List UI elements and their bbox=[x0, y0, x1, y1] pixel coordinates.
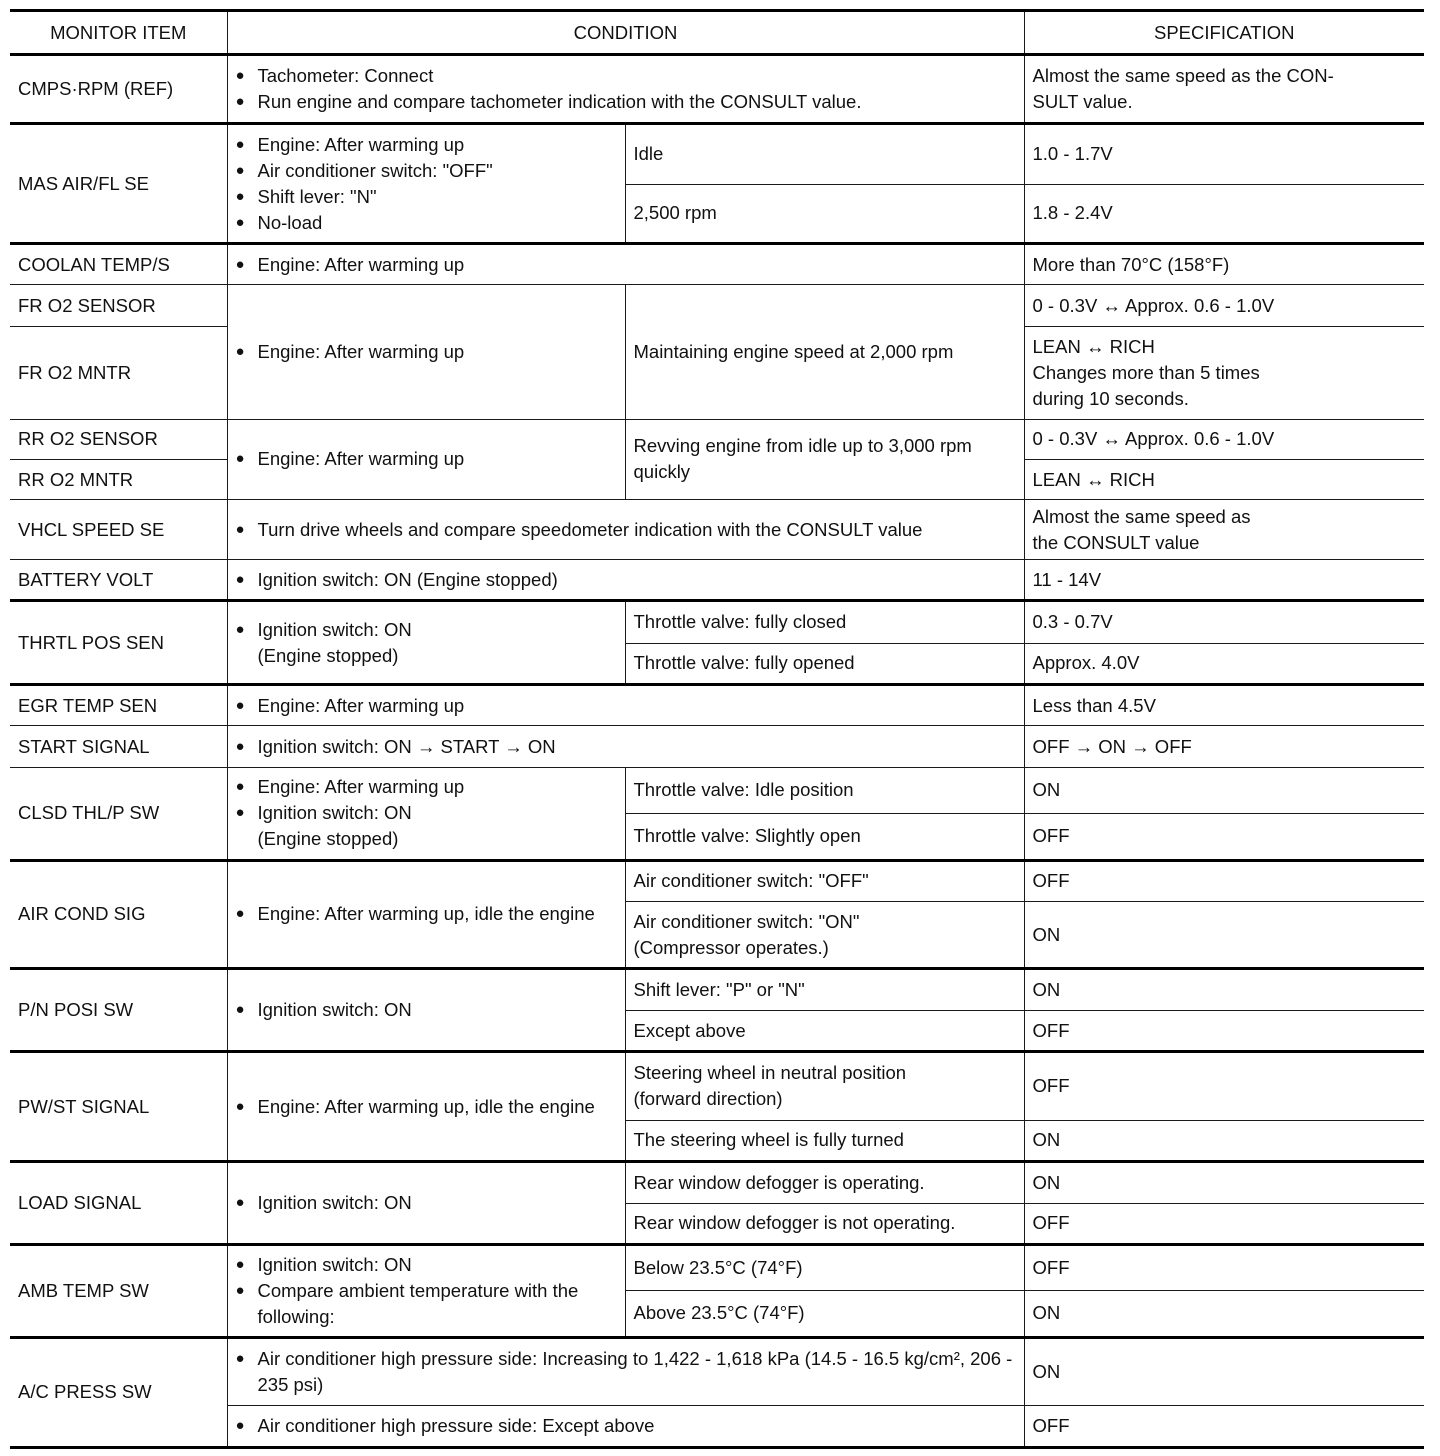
monitor-item: FR O2 SENSOR bbox=[10, 285, 227, 326]
condition-bullet: ● Ignition switch: ON (Engine stopped) bbox=[236, 800, 617, 852]
condition-bullet: ● Ignition switch: ON (Engine stopped) bbox=[236, 617, 617, 669]
condition bbox=[227, 124, 625, 244]
monitor-item: AIR COND SIG bbox=[10, 860, 227, 969]
specification: ON bbox=[1024, 1120, 1424, 1161]
sub-condition: Steering wheel in neutral position (forward direction) bbox=[625, 1052, 1024, 1121]
sub-condition: Air conditioner switch: "ON" (Compressor operates.) bbox=[625, 901, 1024, 969]
monitor-item: FR O2 MNTR bbox=[10, 326, 227, 419]
specification: OFF → ON → OFF bbox=[1024, 726, 1424, 767]
condition bbox=[227, 285, 625, 419]
condition-bullet: ● Engine: After warming up, idle the engine bbox=[236, 1094, 617, 1120]
table-row bbox=[10, 684, 1424, 725]
condition-bullet: ● Ignition switch: ON (Engine stopped) bbox=[236, 567, 1016, 593]
header-condition: CONDITION bbox=[227, 11, 1024, 55]
monitor-item: COOLAN TEMP/S bbox=[10, 244, 227, 285]
condition-bullet: ● Ignition switch: ON bbox=[236, 1252, 617, 1278]
condition-bullet: ● Ignition switch: ON bbox=[236, 997, 617, 1023]
sub-condition: Idle bbox=[625, 124, 1024, 185]
condition-bullet: ● Run engine and compare tachometer indication with the CONSULT value. bbox=[236, 89, 1016, 115]
condition-bullet: ● Air conditioner switch: "OFF" bbox=[236, 158, 617, 184]
monitor-item: RR O2 MNTR bbox=[10, 459, 227, 499]
table-row bbox=[10, 244, 1424, 285]
condition bbox=[227, 1052, 625, 1162]
condition-bullet: ● Engine: After warming up bbox=[236, 774, 617, 800]
table-row bbox=[10, 124, 1424, 185]
specification: More than 70°C (158°F) bbox=[1024, 244, 1424, 285]
monitor-item: BATTERY VOLT bbox=[10, 559, 227, 600]
condition bbox=[227, 419, 625, 500]
condition bbox=[227, 601, 625, 685]
specification: Almost the same speed as the CON- SULT value. bbox=[1024, 55, 1424, 124]
specification: OFF bbox=[1024, 860, 1424, 901]
condition-bullet: ● Shift lever: "N" bbox=[236, 184, 617, 210]
condition-bullet: ● Ignition switch: ON bbox=[236, 1190, 617, 1216]
condition bbox=[227, 1162, 625, 1245]
sub-condition: Revving engine from idle up to 3,000 rpm quickly bbox=[625, 419, 1024, 500]
specification: Almost the same speed as the CONSULT value bbox=[1024, 500, 1424, 560]
sub-condition: Shift lever: "P" or "N" bbox=[625, 969, 1024, 1010]
table-row bbox=[10, 559, 1424, 600]
sub-condition: Above 23.5°C (74°F) bbox=[625, 1291, 1024, 1337]
specification: OFF bbox=[1024, 1052, 1424, 1121]
specification: Approx. 4.0V bbox=[1024, 643, 1424, 684]
sub-condition: Rear window defogger is operating. bbox=[625, 1162, 1024, 1203]
monitor-item: AMB TEMP SW bbox=[10, 1244, 227, 1337]
monitor-item: CLSD THL/P SW bbox=[10, 767, 227, 860]
specification: OFF bbox=[1024, 1406, 1424, 1448]
table-row bbox=[10, 1052, 1424, 1121]
monitor-item: THRTL POS SEN bbox=[10, 601, 227, 685]
specification: ON bbox=[1024, 1291, 1424, 1337]
specification: Less than 4.5V bbox=[1024, 684, 1424, 725]
sub-condition: Throttle valve: fully opened bbox=[625, 643, 1024, 684]
table-row bbox=[10, 285, 1424, 326]
monitor-item: LOAD SIGNAL bbox=[10, 1162, 227, 1245]
specification: 0 - 0.3V ↔ Approx. 0.6 - 1.0V bbox=[1024, 285, 1424, 326]
header-row bbox=[10, 11, 1424, 55]
condition-bullet: ● No-load bbox=[236, 210, 617, 236]
header-monitor-item: MONITOR ITEM bbox=[10, 11, 227, 55]
condition-bullet: ● Engine: After warming up bbox=[236, 693, 1016, 719]
condition bbox=[227, 1244, 625, 1337]
specification: ON bbox=[1024, 901, 1424, 969]
specification: ON bbox=[1024, 1337, 1424, 1406]
condition-bullet: ● Ignition switch: ON → START → ON bbox=[236, 734, 1016, 760]
specification: ON bbox=[1024, 969, 1424, 1010]
specification: LEAN ↔ RICH bbox=[1024, 459, 1424, 499]
specification: 1.0 - 1.7V bbox=[1024, 124, 1424, 185]
specification: OFF bbox=[1024, 814, 1424, 860]
condition-bullet: ● Air conditioner high pressure side: Increasing to 1,422 - 1,618 kPa (14.5 - 16.5 kg/cm², 206 - 235 psi) bbox=[236, 1346, 1016, 1398]
sub-condition: Except above bbox=[625, 1010, 1024, 1051]
monitor-item: PW/ST SIGNAL bbox=[10, 1052, 227, 1162]
condition bbox=[227, 500, 1024, 560]
condition bbox=[227, 1406, 1024, 1448]
condition-bullet: ● Compare ambient temperature with the following: bbox=[236, 1278, 617, 1330]
condition-bullet: ● Engine: After warming up bbox=[236, 446, 617, 472]
sub-condition: 2,500 rpm bbox=[625, 184, 1024, 244]
specification: OFF bbox=[1024, 1244, 1424, 1290]
condition-bullet: ● Engine: After warming up bbox=[236, 339, 617, 365]
table-row bbox=[10, 419, 1424, 459]
monitor-item: EGR TEMP SEN bbox=[10, 684, 227, 725]
sub-condition: Throttle valve: fully closed bbox=[625, 601, 1024, 643]
condition-bullet: ● Turn drive wheels and compare speedometer indication with the CONSULT value bbox=[236, 517, 1016, 543]
condition bbox=[227, 55, 1024, 124]
table-row bbox=[10, 1162, 1424, 1203]
sub-condition: Air conditioner switch: "OFF" bbox=[625, 860, 1024, 901]
monitor-item: START SIGNAL bbox=[10, 726, 227, 767]
specification: OFF bbox=[1024, 1203, 1424, 1244]
condition-bullet: ● Engine: After warming up bbox=[236, 252, 1016, 278]
sub-condition: Below 23.5°C (74°F) bbox=[625, 1244, 1024, 1290]
monitor-item: A/C PRESS SW bbox=[10, 1337, 227, 1447]
specification: OFF bbox=[1024, 1010, 1424, 1051]
specification: 0 - 0.3V ↔ Approx. 0.6 - 1.0V bbox=[1024, 419, 1424, 459]
monitor-item: VHCL SPEED SE bbox=[10, 500, 227, 560]
sub-condition: Throttle valve: Idle position bbox=[625, 767, 1024, 813]
table-row bbox=[10, 1244, 1424, 1290]
condition bbox=[227, 726, 1024, 767]
monitor-item: MAS AIR/FL SE bbox=[10, 124, 227, 244]
condition bbox=[227, 767, 625, 860]
sub-condition: Throttle valve: Slightly open bbox=[625, 814, 1024, 860]
condition-bullet: ● Engine: After warming up, idle the engine bbox=[236, 901, 617, 927]
table-row bbox=[10, 767, 1424, 813]
sub-condition: The steering wheel is fully turned bbox=[625, 1120, 1024, 1161]
monitor-item: RR O2 SENSOR bbox=[10, 419, 227, 459]
condition bbox=[227, 684, 1024, 725]
table-row bbox=[10, 860, 1424, 901]
specification: ON bbox=[1024, 767, 1424, 813]
condition bbox=[227, 969, 625, 1052]
specification: ON bbox=[1024, 1162, 1424, 1203]
table-row bbox=[10, 500, 1424, 560]
sub-condition: Rear window defogger is not operating. bbox=[625, 1203, 1024, 1244]
condition bbox=[227, 860, 625, 969]
table-row bbox=[10, 1337, 1424, 1406]
monitor-item: CMPS·RPM (REF) bbox=[10, 55, 227, 124]
specification: 0.3 - 0.7V bbox=[1024, 601, 1424, 643]
sub-condition: Maintaining engine speed at 2,000 rpm bbox=[625, 285, 1024, 419]
condition-bullet: ● Air conditioner high pressure side: Except above bbox=[236, 1413, 1016, 1439]
condition-bullet: ● Tachometer: Connect bbox=[236, 63, 1016, 89]
monitor-spec-table bbox=[10, 9, 1424, 1449]
table-row bbox=[10, 726, 1424, 767]
header-specification: SPECIFICATION bbox=[1024, 11, 1424, 55]
specification: 11 - 14V bbox=[1024, 559, 1424, 600]
table-row bbox=[10, 55, 1424, 124]
condition bbox=[227, 1337, 1024, 1406]
condition bbox=[227, 559, 1024, 600]
monitor-item: P/N POSI SW bbox=[10, 969, 227, 1052]
specification: 1.8 - 2.4V bbox=[1024, 184, 1424, 244]
condition-bullet: ● Engine: After warming up bbox=[236, 132, 617, 158]
table-row bbox=[10, 601, 1424, 643]
condition bbox=[227, 244, 1024, 285]
specification: LEAN ↔ RICH Changes more than 5 times during 10 seconds. bbox=[1024, 326, 1424, 419]
table-row bbox=[10, 969, 1424, 1010]
